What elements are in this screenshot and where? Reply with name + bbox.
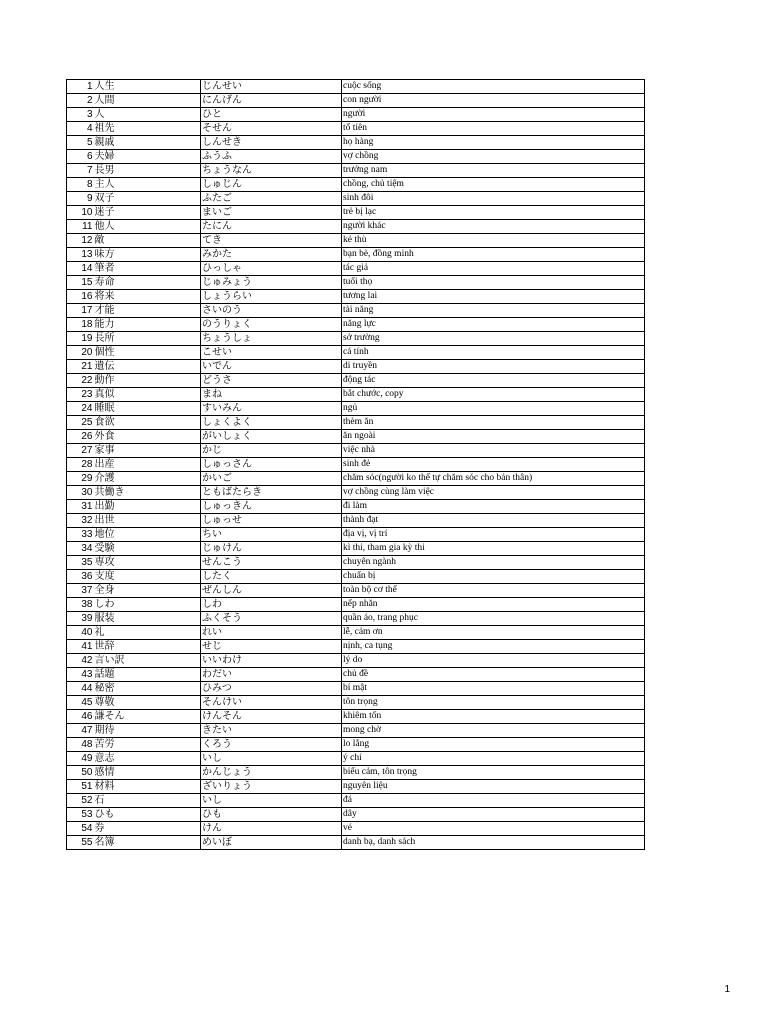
row-number: 2 [67, 94, 94, 108]
reading-cell: ひと [201, 108, 342, 122]
table-row [67, 108, 645, 122]
table-row [67, 262, 645, 276]
row-number: 41 [67, 640, 94, 654]
reading-cell: かいご [201, 472, 342, 486]
meaning-cell: chuẩn bị [342, 570, 645, 584]
kanji-cell: 将来 [94, 290, 201, 304]
kanji-cell: 人 [94, 108, 201, 122]
table-row [67, 234, 645, 248]
reading-cell: したく [201, 570, 342, 584]
meaning-cell: nếp nhăn [342, 598, 645, 612]
kanji-cell: 感情 [94, 766, 201, 780]
meaning-cell: tôn trọng [342, 696, 645, 710]
row-number: 23 [67, 388, 94, 402]
reading-cell: ふうふ [201, 150, 342, 164]
row-number: 11 [67, 220, 94, 234]
meaning-cell: động tác [342, 374, 645, 388]
reading-cell: そせん [201, 122, 342, 136]
kanji-cell: 遺伝 [94, 360, 201, 374]
reading-cell: しゅじん [201, 178, 342, 192]
meaning-cell: ý chí [342, 752, 645, 766]
table-row [67, 304, 645, 318]
meaning-cell: danh bạ, danh sách [342, 836, 645, 850]
reading-cell: しわ [201, 598, 342, 612]
meaning-cell: thèm ăn [342, 416, 645, 430]
kanji-cell: 世辞 [94, 640, 201, 654]
reading-cell: めいぼ [201, 836, 342, 850]
table-row [67, 150, 645, 164]
reading-cell: しょうらい [201, 290, 342, 304]
kanji-cell: 才能 [94, 304, 201, 318]
reading-cell: どうさ [201, 374, 342, 388]
kanji-cell: 券 [94, 822, 201, 836]
meaning-cell: quần áo, trang phục [342, 612, 645, 626]
table-row [67, 640, 645, 654]
table-row [67, 332, 645, 346]
meaning-cell: vợ chồng [342, 150, 645, 164]
meaning-cell: tác giả [342, 262, 645, 276]
reading-cell: ぜんしん [201, 584, 342, 598]
kanji-cell: 服装 [94, 612, 201, 626]
reading-cell: さいのう [201, 304, 342, 318]
reading-cell: みかた [201, 248, 342, 262]
meaning-cell: kẻ thù [342, 234, 645, 248]
meaning-cell: bạn bè, đồng minh [342, 248, 645, 262]
reading-cell: ふたご [201, 192, 342, 206]
row-number: 5 [67, 136, 94, 150]
row-number: 46 [67, 710, 94, 724]
table-row [67, 570, 645, 584]
row-number: 47 [67, 724, 94, 738]
kanji-cell: 言い訳 [94, 654, 201, 668]
kanji-cell: 長男 [94, 164, 201, 178]
kanji-cell: 親戚 [94, 136, 201, 150]
table-row [67, 444, 645, 458]
meaning-cell: ngủ [342, 402, 645, 416]
meaning-cell: ăn ngoài [342, 430, 645, 444]
meaning-cell: sinh đôi [342, 192, 645, 206]
reading-cell: くろう [201, 738, 342, 752]
kanji-cell: 出産 [94, 458, 201, 472]
reading-cell: ふくそう [201, 612, 342, 626]
row-number: 49 [67, 752, 94, 766]
table-row [67, 668, 645, 682]
meaning-cell: chăm sóc(người ko thể tự chăm sóc cho bản thân) [342, 472, 645, 486]
row-number: 48 [67, 738, 94, 752]
table-row [67, 94, 645, 108]
reading-cell: ちょうしょ [201, 332, 342, 346]
row-number: 38 [67, 598, 94, 612]
table-row [67, 486, 645, 500]
reading-cell: じゅみょう [201, 276, 342, 290]
table-row [67, 738, 645, 752]
reading-cell: がいしょく [201, 430, 342, 444]
row-number: 20 [67, 346, 94, 360]
kanji-cell: 食欲 [94, 416, 201, 430]
table-row [67, 122, 645, 136]
kanji-cell: 家事 [94, 444, 201, 458]
meaning-cell: người khác [342, 220, 645, 234]
kanji-cell: ひも [94, 808, 201, 822]
meaning-cell: trưởng nam [342, 164, 645, 178]
kanji-cell: 期待 [94, 724, 201, 738]
kanji-cell: 人間 [94, 94, 201, 108]
reading-cell: きたい [201, 724, 342, 738]
row-number: 26 [67, 430, 94, 444]
reading-cell: まね [201, 388, 342, 402]
table-row [67, 500, 645, 514]
reading-cell: わだい [201, 668, 342, 682]
table-row [67, 542, 645, 556]
reading-cell: しんせき [201, 136, 342, 150]
row-number: 10 [67, 206, 94, 220]
kanji-cell: 名簿 [94, 836, 201, 850]
kanji-cell: 他人 [94, 220, 201, 234]
table-row [67, 430, 645, 444]
row-number: 39 [67, 612, 94, 626]
row-number: 24 [67, 402, 94, 416]
vocabulary-table [66, 79, 645, 850]
reading-cell: いいわけ [201, 654, 342, 668]
meaning-cell: năng lực [342, 318, 645, 332]
row-number: 37 [67, 584, 94, 598]
meaning-cell: vé [342, 822, 645, 836]
kanji-cell: 動作 [94, 374, 201, 388]
meaning-cell: bí mật [342, 682, 645, 696]
table-row [67, 416, 645, 430]
meaning-cell: di truyền [342, 360, 645, 374]
meaning-cell: tuổi thọ [342, 276, 645, 290]
table-row [67, 402, 645, 416]
table-row [67, 682, 645, 696]
row-number: 42 [67, 654, 94, 668]
row-number: 18 [67, 318, 94, 332]
table-row [67, 164, 645, 178]
row-number: 6 [67, 150, 94, 164]
table-row [67, 696, 645, 710]
meaning-cell: đá [342, 794, 645, 808]
reading-cell: たにん [201, 220, 342, 234]
row-number: 31 [67, 500, 94, 514]
table-row [67, 766, 645, 780]
row-number: 44 [67, 682, 94, 696]
kanji-cell: 専攻 [94, 556, 201, 570]
reading-cell: まいご [201, 206, 342, 220]
row-number: 50 [67, 766, 94, 780]
kanji-cell: 夫婦 [94, 150, 201, 164]
meaning-cell: sinh đẻ [342, 458, 645, 472]
row-number: 53 [67, 808, 94, 822]
row-number: 35 [67, 556, 94, 570]
kanji-cell: 介護 [94, 472, 201, 486]
kanji-cell: 全身 [94, 584, 201, 598]
table-row [67, 192, 645, 206]
reading-cell: ひみつ [201, 682, 342, 696]
row-number: 34 [67, 542, 94, 556]
kanji-cell: しわ [94, 598, 201, 612]
meaning-cell: lo lắng [342, 738, 645, 752]
reading-cell: しゅっきん [201, 500, 342, 514]
table-row [67, 598, 645, 612]
table-row [67, 822, 645, 836]
reading-cell: かじ [201, 444, 342, 458]
row-number: 1 [67, 80, 94, 94]
meaning-cell: việc nhà [342, 444, 645, 458]
reading-cell: のうりょく [201, 318, 342, 332]
table-row [67, 80, 645, 94]
meaning-cell: dây [342, 808, 645, 822]
table-row [67, 724, 645, 738]
kanji-cell: 主人 [94, 178, 201, 192]
table-row [67, 346, 645, 360]
row-number: 43 [67, 668, 94, 682]
table-row [67, 248, 645, 262]
reading-cell: しゅっせ [201, 514, 342, 528]
row-number: 21 [67, 360, 94, 374]
row-number: 40 [67, 626, 94, 640]
kanji-cell: 秘密 [94, 682, 201, 696]
table-row [67, 388, 645, 402]
reading-cell: しょくよく [201, 416, 342, 430]
reading-cell: ひも [201, 808, 342, 822]
table-row [67, 654, 645, 668]
kanji-cell: 共働き [94, 486, 201, 500]
table-row [67, 584, 645, 598]
kanji-cell: 地位 [94, 528, 201, 542]
table-row [67, 178, 645, 192]
table-row [67, 794, 645, 808]
reading-cell: けんそん [201, 710, 342, 724]
row-number: 8 [67, 178, 94, 192]
kanji-cell: 迷子 [94, 206, 201, 220]
reading-cell: ひっしゃ [201, 262, 342, 276]
reading-cell: いし [201, 794, 342, 808]
kanji-cell: 外食 [94, 430, 201, 444]
meaning-cell: chủ đề [342, 668, 645, 682]
table-row [67, 458, 645, 472]
meaning-cell: sở trường [342, 332, 645, 346]
reading-cell: こせい [201, 346, 342, 360]
kanji-cell: 尊敬 [94, 696, 201, 710]
table-row [67, 318, 645, 332]
reading-cell: けん [201, 822, 342, 836]
row-number: 3 [67, 108, 94, 122]
meaning-cell: lễ, cảm ơn [342, 626, 645, 640]
meaning-cell: thành đạt [342, 514, 645, 528]
reading-cell: ざいりょう [201, 780, 342, 794]
row-number: 17 [67, 304, 94, 318]
meaning-cell: tài năng [342, 304, 645, 318]
meaning-cell: chồng, chủ tiệm [342, 178, 645, 192]
meaning-cell: họ hàng [342, 136, 645, 150]
kanji-cell: 意志 [94, 752, 201, 766]
kanji-cell: 支度 [94, 570, 201, 584]
vocabulary-table-body [67, 80, 645, 850]
meaning-cell: trẻ bị lạc [342, 206, 645, 220]
meaning-cell: nguyên liệu [342, 780, 645, 794]
row-number: 29 [67, 472, 94, 486]
row-number: 36 [67, 570, 94, 584]
kanji-cell: 出世 [94, 514, 201, 528]
reading-cell: ちょうなん [201, 164, 342, 178]
table-row [67, 290, 645, 304]
table-row [67, 836, 645, 850]
row-number: 9 [67, 192, 94, 206]
kanji-cell: 長所 [94, 332, 201, 346]
kanji-cell: 出勤 [94, 500, 201, 514]
reading-cell: じゅけん [201, 542, 342, 556]
meaning-cell: nịnh, ca tụng [342, 640, 645, 654]
reading-cell: れい [201, 626, 342, 640]
table-row [67, 514, 645, 528]
kanji-cell: 個性 [94, 346, 201, 360]
meaning-cell: tương lai [342, 290, 645, 304]
meaning-cell: biểu cảm, tôn trọng [342, 766, 645, 780]
table-row [67, 556, 645, 570]
meaning-cell: chuyên ngành [342, 556, 645, 570]
kanji-cell: 受験 [94, 542, 201, 556]
kanji-cell: 能力 [94, 318, 201, 332]
meaning-cell: đi làm [342, 500, 645, 514]
table-row [67, 206, 645, 220]
kanji-cell: 筆者 [94, 262, 201, 276]
meaning-cell: người [342, 108, 645, 122]
kanji-cell: 味方 [94, 248, 201, 262]
kanji-cell: 話題 [94, 668, 201, 682]
kanji-cell: 礼 [94, 626, 201, 640]
kanji-cell: 謙そん [94, 710, 201, 724]
kanji-cell: 敵 [94, 234, 201, 248]
row-number: 19 [67, 332, 94, 346]
row-number: 14 [67, 262, 94, 276]
row-number: 33 [67, 528, 94, 542]
row-number: 22 [67, 374, 94, 388]
reading-cell: かんじょう [201, 766, 342, 780]
row-number: 52 [67, 794, 94, 808]
table-row [67, 808, 645, 822]
row-number: 54 [67, 822, 94, 836]
meaning-cell: địa vị, vị trí [342, 528, 645, 542]
table-row [67, 626, 645, 640]
meaning-cell: tổ tiên [342, 122, 645, 136]
row-number: 13 [67, 248, 94, 262]
meaning-cell: mong chờ [342, 724, 645, 738]
table-row [67, 220, 645, 234]
row-number: 27 [67, 444, 94, 458]
kanji-cell: 祖先 [94, 122, 201, 136]
page-number: 1 [724, 984, 730, 995]
row-number: 7 [67, 164, 94, 178]
meaning-cell: cá tính [342, 346, 645, 360]
row-number: 12 [67, 234, 94, 248]
meaning-cell: kì thi, tham gia kỳ thi [342, 542, 645, 556]
row-number: 16 [67, 290, 94, 304]
table-row [67, 780, 645, 794]
kanji-cell: 人生 [94, 80, 201, 94]
row-number: 32 [67, 514, 94, 528]
reading-cell: しゅっさん [201, 458, 342, 472]
reading-cell: いし [201, 752, 342, 766]
reading-cell: せじ [201, 640, 342, 654]
kanji-cell: 石 [94, 794, 201, 808]
row-number: 51 [67, 780, 94, 794]
reading-cell: すいみん [201, 402, 342, 416]
row-number: 28 [67, 458, 94, 472]
meaning-cell: cuộc sống [342, 80, 645, 94]
reading-cell: ちい [201, 528, 342, 542]
reading-cell: いでん [201, 360, 342, 374]
row-number: 15 [67, 276, 94, 290]
table-row [67, 752, 645, 766]
kanji-cell: 材料 [94, 780, 201, 794]
meaning-cell: vợ chồng cùng làm việc [342, 486, 645, 500]
kanji-cell: 真似 [94, 388, 201, 402]
reading-cell: ともばたらき [201, 486, 342, 500]
table-row [67, 472, 645, 486]
table-row [67, 276, 645, 290]
kanji-cell: 寿命 [94, 276, 201, 290]
row-number: 30 [67, 486, 94, 500]
row-number: 45 [67, 696, 94, 710]
table-row [67, 374, 645, 388]
kanji-cell: 睡眠 [94, 402, 201, 416]
table-row [67, 612, 645, 626]
table-row [67, 360, 645, 374]
reading-cell: にんげん [201, 94, 342, 108]
meaning-cell: lý do [342, 654, 645, 668]
meaning-cell: toàn bộ cơ thể [342, 584, 645, 598]
table-row [67, 710, 645, 724]
table-row [67, 528, 645, 542]
meaning-cell: con người [342, 94, 645, 108]
kanji-cell: 苦労 [94, 738, 201, 752]
row-number: 55 [67, 836, 94, 850]
reading-cell: そんけい [201, 696, 342, 710]
reading-cell: てき [201, 234, 342, 248]
row-number: 25 [67, 416, 94, 430]
reading-cell: じんせい [201, 80, 342, 94]
meaning-cell: bắt chước, copy [342, 388, 645, 402]
table-row [67, 136, 645, 150]
row-number: 4 [67, 122, 94, 136]
meaning-cell: khiêm tốn [342, 710, 645, 724]
reading-cell: せんこう [201, 556, 342, 570]
kanji-cell: 双子 [94, 192, 201, 206]
